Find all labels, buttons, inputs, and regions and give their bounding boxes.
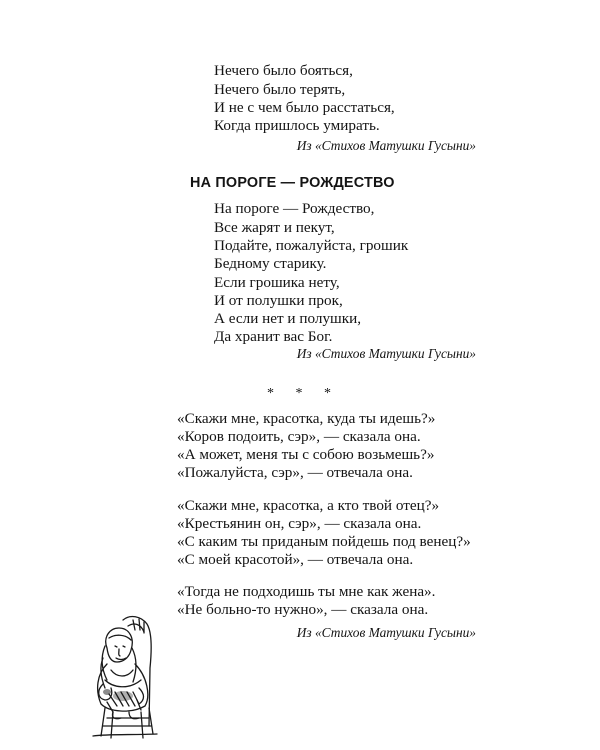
poem-2-line: Все жарят и пекут, — [214, 219, 335, 236]
poem-1-line: И не с чем было расстаться, — [214, 99, 395, 116]
poem-2-line: Да хранит вас Бог. — [214, 328, 333, 345]
poem-3-attribution: Из «Стихов Матушки Гусыни» — [296, 625, 476, 640]
poem-3-line: «Скажи мне, красотка, а кто твой отец?» — [177, 497, 440, 514]
poem-2-line: И от полушки прок, — [214, 292, 343, 309]
poem-3-line: «Тогда не подходишь ты мне как жена». — [177, 583, 436, 600]
poem-1-attribution: Из «Стихов Матушки Гусыни» — [296, 138, 476, 153]
poem-2-line: Если грошика нету, — [214, 274, 340, 291]
poem-2-line: Бедному старику. — [214, 255, 327, 272]
poem-2-line: А если нет и полушки, — [214, 310, 362, 327]
poem-2-attribution: Из «Стихов Матушки Гусыни» — [296, 346, 476, 361]
poem-3-line: «С каким ты приданым пойдешь под венец?» — [177, 533, 471, 550]
poem-3-line: «Крестьянин он, сэр», — сказала она. — [177, 515, 422, 532]
poem-3-line: «Пожалуйста, сэр», — отвечала она. — [177, 464, 413, 481]
poem-2-line: На пороге — Рождество, — [214, 200, 375, 217]
poem-3-line: «А может, меня ты с собою возьмешь?» — [177, 446, 435, 463]
poem-3-line: «Коров подоить, сэр», — сказала она. — [177, 428, 421, 445]
poem-2-title: НА ПОРОГЕ — РОЖДЕСТВО — [190, 175, 395, 191]
poem-3-line: «С моей красотой», — отвечала она. — [177, 551, 414, 568]
poem-3-line: «Не больно-то нужно», — сказала она. — [177, 601, 429, 618]
poem-2-line: Подайте, пожалуйста, грошик — [214, 237, 409, 254]
section-separator: * * * — [267, 386, 340, 401]
old-woman-in-chair-sketch-icon — [83, 608, 163, 740]
poem-1-line: Нечего было бояться, — [214, 62, 353, 79]
poem-1-line: Нечего было терять, — [214, 81, 346, 98]
poem-3-line: «Скажи мне, красотка, куда ты идешь?» — [177, 410, 436, 427]
poem-1-line: Когда пришлось умирать. — [214, 117, 380, 134]
